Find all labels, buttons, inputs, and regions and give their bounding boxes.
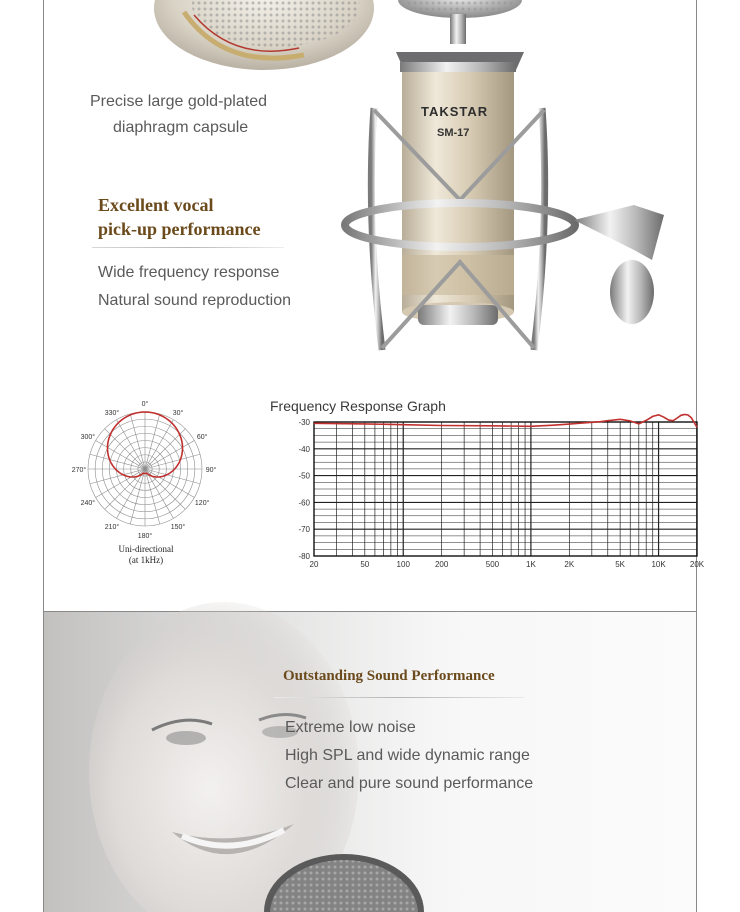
chart-title: Frequency Response Graph [270,398,446,414]
capsule-text-line1: Precise large gold-plated [90,93,267,110]
divider [274,697,524,698]
y-tick-label: -60 [298,498,310,508]
x-tick-label: 20 [309,560,319,569]
x-tick-label: 50 [360,560,370,569]
x-tick-label: 2K [564,560,575,569]
vocal-feature-1: Wide frequency response [98,264,280,281]
polar-caption-line1: Uni-directional [118,544,174,554]
polar-angle-label: 150° [170,524,186,532]
x-tick-label: 20K [689,560,705,569]
microphone-image [334,0,664,370]
x-tick-label: 200 [434,560,449,569]
polar-angle-label: 270° [71,467,87,474]
frequency-response-line [314,415,697,428]
polar-angle-label: 120° [194,500,210,507]
x-tick-label: 5K [615,560,626,569]
vocal-heading-line1: Excellent vocal [98,195,214,215]
polar-angle-label: 30° [172,409,184,417]
x-tick-label: 500 [485,560,500,569]
vocal-heading-line2: pick-up performance [98,219,261,239]
performance-feature-3: Clear and pure sound performance [285,775,534,792]
y-tick-label: -50 [298,471,310,481]
y-tick-label: -40 [298,444,310,454]
polar-caption-line2: (at 1kHz) [128,555,164,565]
y-tick-label: -80 [298,552,310,561]
polar-grid [88,412,202,526]
polar-angle-label: 0° [141,401,149,408]
polar-angle-label: 90° [205,467,217,474]
polar-angle-label: 300° [80,434,96,441]
y-tick-label: -70 [298,525,310,535]
product-feature-section [43,0,705,612]
mic-brand-label: TAKSTAR [421,104,489,119]
capsule-text-line2: diaphragm capsule [113,119,249,136]
polar-angle-label: 60° [196,434,208,441]
vocal-feature-2: Natural sound reproduction [98,292,292,309]
frequency-response-chart [244,414,705,574]
polar-angle-label: 180° [137,533,153,540]
x-tick-label: 100 [396,560,410,569]
performance-feature-2: High SPL and wide dynamic range [285,747,530,764]
sound-performance-section [43,612,697,912]
x-tick-label: 10K [651,560,666,569]
x-tick-label: 1K [526,560,536,569]
divider [92,247,284,248]
performance-heading: Outstanding Sound Performance [283,668,495,684]
y-tick-label: -30 [298,418,310,427]
polar-angle-label: 240° [80,500,96,507]
polar-angle-label: 330° [104,409,120,417]
mic-model-label: SM-17 [437,127,470,139]
performance-feature-1: Extreme low noise [285,719,416,736]
polar-angle-label: 210° [104,524,120,532]
